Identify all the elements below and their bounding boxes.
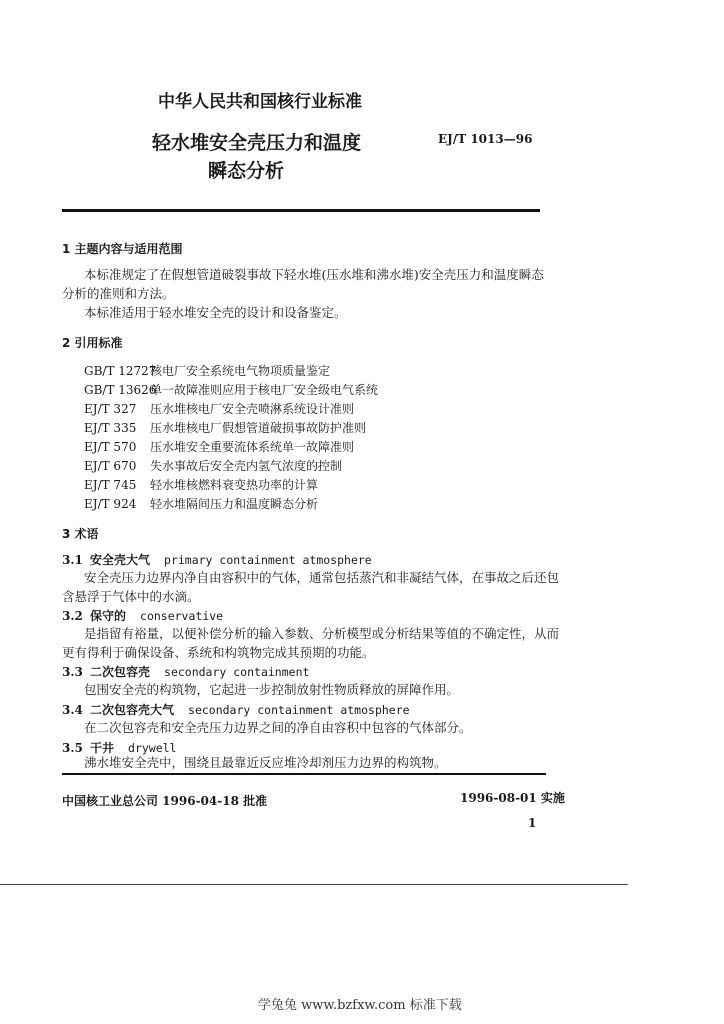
term-number: 3.1 [62,553,83,567]
section-1-para1-line1: 本标准规定了在假想管道破裂事故下轻水堆(压水堆和沸水堆)安全壳压力和温度瞬态 [84,267,544,282]
reference-title: 压水堆核电厂安全壳喷淋系统设计准则 [150,402,355,416]
document-title-line1: 轻水堆安全壳压力和温度 [152,132,362,154]
term-heading [62,549,372,568]
term-definition-line2: 更有得利于确保设备、系统和构筑物完成其预期的功能。 [62,645,375,660]
section-1-para2: 本标准适用于轻水堆安全壳的设计和设备鉴定。 [84,305,347,320]
term-number: 3.2 [62,609,83,623]
approval-statement: 中国核工业总公司 1996-04-18 批准 [62,794,268,808]
reference-code: EJ/T 335 [84,421,137,435]
term-english: primary containment atmosphere [164,553,372,567]
section-1-para1-line2: 分析的准则和方法。 [62,286,175,301]
term-chinese: 二次包容壳 [90,665,151,679]
effective-date: 1996-08-01 实施 [460,791,565,805]
term-number: 3.3 [62,665,83,679]
term-definition-line1: 在二次包容壳和安全壳压力边界之间的净自由容积中包容的气体部分。 [84,720,472,735]
reference-code: GB/T 13626 [84,383,157,397]
reference-code: GB/T 12727 [84,364,157,378]
watermark-text: 学兔兔 www.bzfxw.com 标准下载 [258,998,462,1013]
term-definition-line1: 安全壳压力边界内净自由容积中的气体，通常包括蒸汽和非凝结气体，在事故之后还包 [84,570,560,585]
term-definition-line1: 沸水堆安全壳中，围绕且最靠近反应堆冷却剂压力边界的构筑物。 [84,755,447,770]
reference-item [84,476,318,493]
term-heading [62,605,223,624]
reference-title: 失水事故后安全壳内氢气浓度的控制 [150,459,343,473]
term-number: 3.4 [62,703,83,717]
reference-item [84,419,366,436]
reference-code: EJ/T 327 [84,402,137,416]
reference-title: 单一故障准则应用于核电厂安全级电气系统 [150,383,379,397]
term-number: 3.5 [62,741,83,755]
term-chinese: 干井 [90,741,115,755]
term-heading [62,699,410,718]
term-english: secondary containment atmosphere [188,703,410,717]
footer-divider [62,773,546,775]
document-issuer: 中华人民共和国核行业标准 [158,92,362,112]
reference-code: EJ/T 924 [84,497,137,511]
reference-code: EJ/T 570 [84,440,137,454]
reference-code: EJ/T 670 [84,459,137,473]
reference-title: 核电厂安全系统电气物项质量鉴定 [150,364,331,378]
term-definition-line1: 包围安全壳的构筑物，它起进一步控制放射性物质释放的屏障作用。 [84,682,460,697]
section-3-heading: 3 术语 [62,527,99,541]
header-divider [62,209,540,212]
reference-title: 压水堆安全重要流体系统单一故障准则 [150,440,355,454]
reference-item [84,362,330,379]
reference-code: EJ/T 745 [84,478,137,492]
page-number: 1 [528,816,537,830]
term-definition-line2: 含悬浮于气体中的水滴。 [62,589,200,604]
reference-item [84,438,354,455]
term-english: secondary containment [164,665,310,679]
reference-item [84,381,378,398]
document-title-line2: 瞬态分析 [208,160,285,182]
reference-title: 压水堆核电厂假想管道破损事故防护准则 [150,421,367,435]
page-edge-line [0,884,628,885]
term-chinese: 保守的 [90,609,127,623]
term-heading [62,661,309,680]
term-chinese: 安全壳大气 [90,553,151,567]
reference-item [84,457,342,474]
term-definition-line1: 是指留有裕量，以便补偿分析的输入参数、分析模型或分析结果等值的不确定性，从而 [84,626,560,641]
reference-item [84,495,318,512]
reference-item [84,400,354,417]
reference-title: 轻水堆隔间压力和温度瞬态分析 [150,497,319,511]
reference-title: 轻水堆核燃料衰变热功率的计算 [150,478,319,492]
section-1-heading: 1 主题内容与适用范围 [62,242,183,256]
section-2-heading: 2 引用标准 [62,336,123,350]
term-english: drywell [128,741,177,755]
term-english: conservative [140,609,224,623]
standard-code: EJ/T 1013—96 [438,132,533,146]
term-chinese: 二次包容壳大气 [90,703,175,717]
